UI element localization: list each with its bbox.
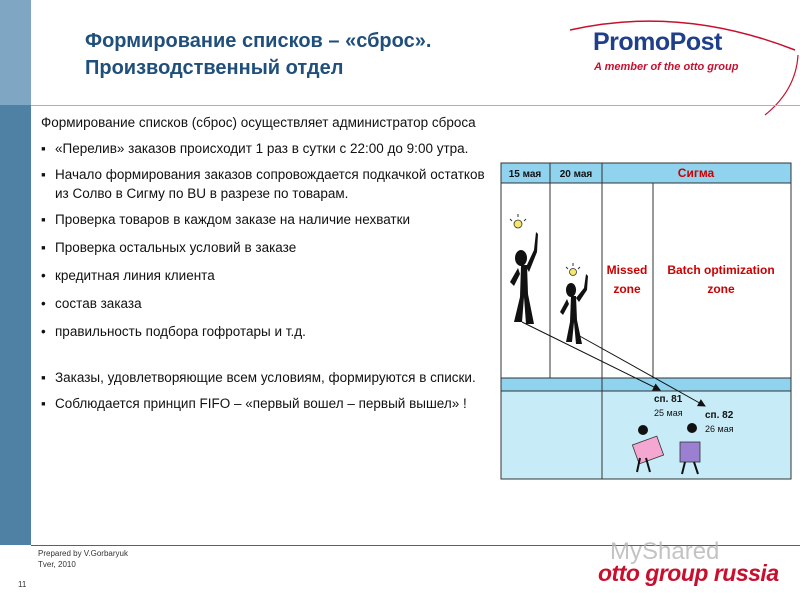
sigma-label: Сигма — [677, 166, 715, 180]
list-82-date: 26 мая — [705, 424, 734, 434]
author-text: Prepared by V.Gorbaryuk — [38, 549, 128, 558]
list-item: ▪ Проверка остальных условий в заказе — [41, 240, 297, 255]
title-line-1: Формирование списков – «сброс». — [85, 30, 432, 52]
prepared-by — [38, 548, 128, 570]
list-item: • правильность подбора гофротары и т.д. — [41, 324, 306, 339]
diagram-header-band — [501, 163, 791, 183]
batch-zone-line1: Batch optimization — [667, 263, 775, 277]
left-accent-bar-top — [0, 0, 31, 105]
intro-text: Формирование списков (сброс) осуществляет администратор сброса — [41, 115, 476, 130]
batch-zone-line2: zone — [707, 282, 735, 296]
list-item: ▪ Заказы, удовлетворяющие всем условиям, формируются в списки. — [41, 370, 476, 385]
list-82-label: сп. 82 — [705, 410, 734, 421]
missed-zone-line1: Missed — [606, 263, 648, 277]
title-line-2: Производственный отдел — [85, 57, 344, 79]
list-81-date: 25 мая — [654, 408, 683, 418]
diagram-middle-band — [501, 378, 791, 391]
diagram-upper-area — [501, 183, 791, 378]
list-item: ▪ Начало формирования заказов сопровождается подкачкой остатков из Солво в Сигму по BU в разрезе по товарам. — [41, 167, 485, 201]
list-item: • состав заказа — [41, 296, 142, 311]
col1-date: 15 мая — [508, 169, 542, 180]
page-title — [85, 28, 431, 82]
logo-tagline: A member of the otto group — [594, 61, 739, 73]
otto-group-logo: otto group russia — [598, 560, 779, 586]
text-column — [41, 113, 496, 413]
diagram-lower-area — [501, 391, 791, 479]
list-item: • кредитная линия клиента — [41, 268, 215, 283]
process-diagram — [500, 162, 792, 480]
page-number: 11 — [18, 580, 27, 589]
location-text: Tver, 2010 — [38, 560, 76, 569]
list-item: ▪ Соблюдается принцип FIFO – «первый вошел – первый вышел» ! — [41, 396, 467, 411]
list-item: ▪ «Перелив» заказов происходит 1 раз в сутки с 22:00 до 9:00 утра. — [41, 141, 469, 156]
watermark-text: MyShared — [610, 538, 720, 565]
list-item: ▪ Проверка товаров в каждом заказе на наличие нехватки — [41, 212, 411, 227]
missed-zone-line2: zone — [613, 282, 641, 296]
col2-date: 20 мая — [559, 169, 593, 180]
promopost-logo: PromoPost — [593, 28, 722, 56]
list-81-label: сп. 81 — [654, 394, 683, 405]
